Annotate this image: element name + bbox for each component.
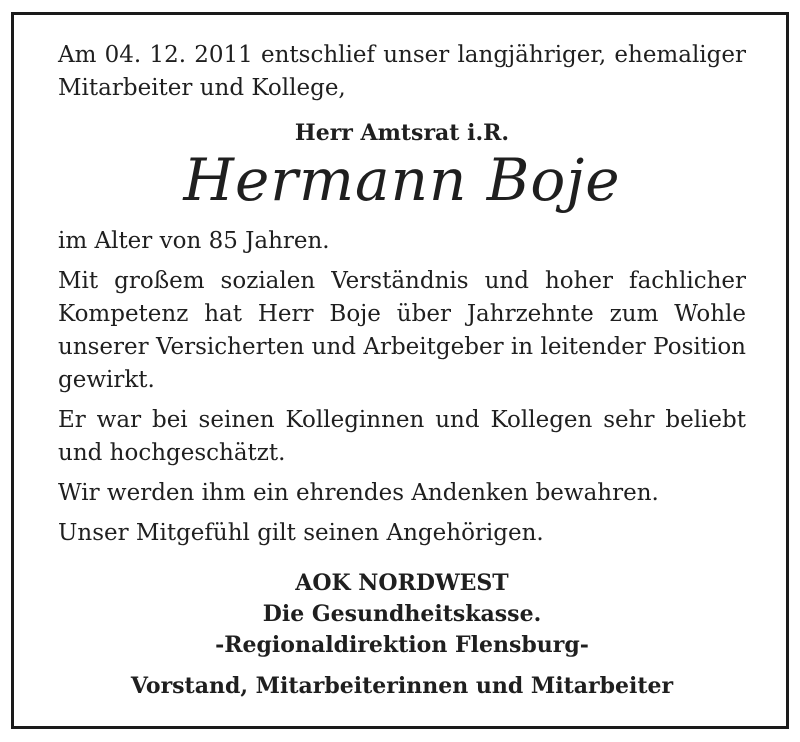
intro-text: Am 04. 12. 2011 entschlief unser langjähriger, ehemaliger Mitarbeiter und Kollege, bbox=[58, 42, 746, 101]
obituary-content bbox=[58, 39, 746, 702]
organization-division: -Regionaldirektion Flensburg- bbox=[215, 632, 589, 658]
age-text: im Alter von 85 Jahren. bbox=[58, 228, 330, 254]
deceased-name: Hermann Boje bbox=[183, 146, 621, 214]
tribute-paragraph-2: Er war bei seinen Kolleginnen und Kollegen sehr beliebt und hochgeschätzt. bbox=[58, 407, 746, 466]
tribute-paragraph-3: Wir werden ihm ein ehrendes Andenken bewahren. bbox=[58, 480, 659, 506]
honorific-title: Herr Amtsrat i.R. bbox=[294, 120, 510, 146]
signatories: Vorstand, Mitarbeiterinnen und Mitarbeiter bbox=[130, 673, 674, 699]
signature-block bbox=[58, 568, 746, 702]
organization-tagline: Die Gesundheitskasse. bbox=[262, 601, 542, 627]
tribute-paragraph-4: Unser Mitgefühl gilt seinen Angehörigen. bbox=[58, 520, 544, 546]
tribute-paragraph-1: Mit großem sozialen Verständnis und hoher fachlicher Kompetenz hat Herr Boje über Jahrzehnte zum Wohle unserer Versicherten und Arbeitgeber in leitender Position gewirkt. bbox=[58, 268, 746, 393]
obituary-frame bbox=[11, 12, 789, 729]
organization-name: AOK NORDWEST bbox=[295, 570, 509, 596]
